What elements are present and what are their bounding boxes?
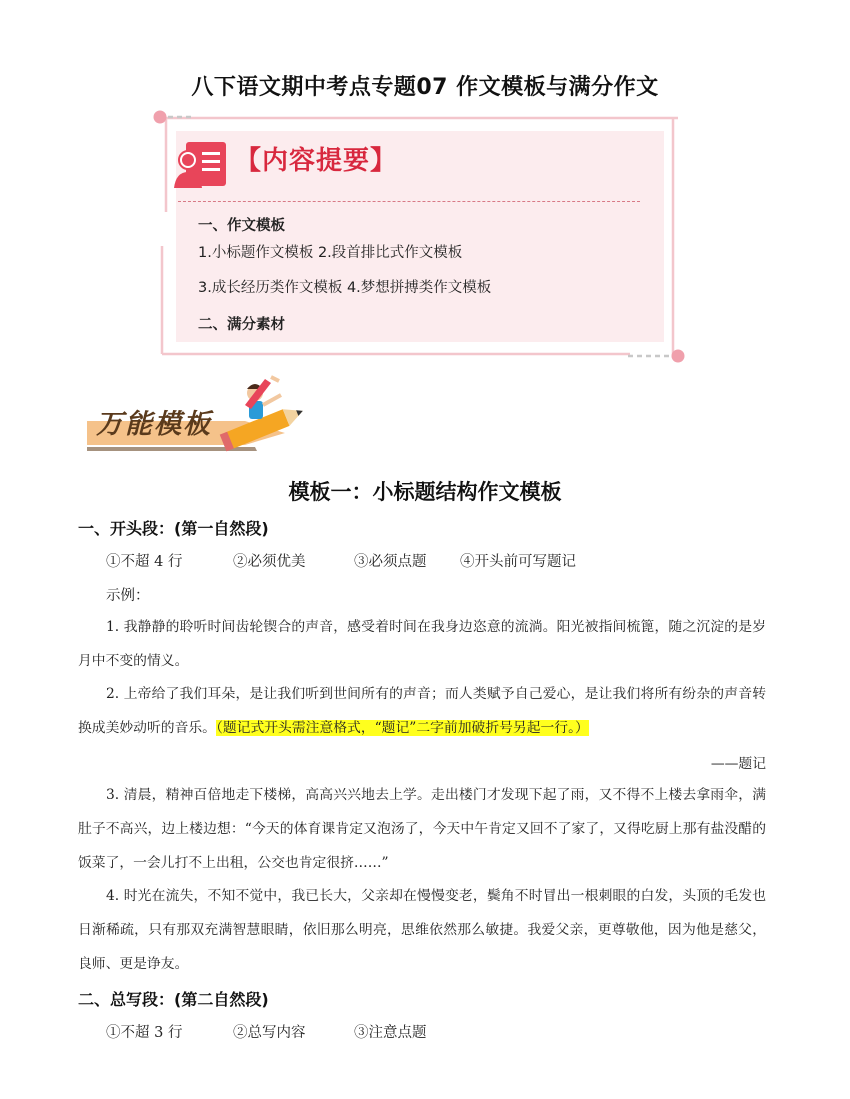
signature: ——题记	[710, 756, 766, 772]
tips-row	[106, 1021, 427, 1042]
summary-divider	[178, 201, 640, 202]
document-icon	[172, 140, 228, 190]
summary-line: 1.小标题作文模板 2.段首排比式作文模板	[198, 245, 463, 261]
example-1: 1. 我静静的聆听时间齿轮锲合的声音，感受着时间在我身边恣意的流淌。阳光被指间梳篦，随之沉淀的是岁月中不变的情义。	[78, 619, 766, 669]
example-4: 4. 时光在流失，不知不觉中，我已长大，父亲却在慢慢变老，鬓角不时冒出一根刺眼的白发，头顶的毛发也日渐稀疏，只有那双充满智慧眼睛，依旧那么明亮，思维依然那么敏捷。我爱父亲，更尊敬他，因为他是慈父，良师、更是诤友。	[78, 888, 766, 972]
summary-heading: 【内容提要】	[235, 146, 398, 176]
example-paragraph	[78, 610, 766, 678]
tip-item: ①不超 3 行	[106, 1025, 183, 1041]
section-heading: 一、开头段：(第一自然段)	[78, 519, 269, 538]
tips-row	[106, 550, 576, 571]
example-paragraph	[78, 879, 766, 981]
template-title: 模板一：小标题结构作文模板	[288, 480, 562, 504]
example-2: 2. 上帝给了我们耳朵，是让我们听到世间所有的声音；而人类赋予自己爱心，是让我们将所有纷杂的声音转换成美妙动听的音乐。	[78, 686, 766, 736]
summary-line: 一、作文模板	[198, 218, 285, 234]
tip-item: ④开头前可写题记	[460, 554, 576, 570]
tip-item: ①不超 4 行	[106, 554, 183, 570]
banner-label: 万能模板	[96, 409, 212, 440]
tip-item: ③注意点题	[354, 1025, 427, 1041]
page-title: 八下语文期中考点专题07 作文模板与满分作文	[191, 75, 659, 100]
example-3: 3. 清晨，精神百倍地走下楼梯，高高兴兴地去上学。走出楼门才发现下起了雨，又不得不上楼去拿雨伞，满肚子不高兴，边上楼边想：“今天的体育课肯定又泡汤了，今天中午肯定又回不了家了，又得吃厨上那有盐没醋的饭菜了，一会儿打不上出租，公交也肯定很挤……”	[78, 787, 766, 871]
dash-decoration-bottom	[628, 348, 686, 364]
example-paragraph	[78, 778, 766, 880]
tip-item: ②必须优美	[233, 554, 306, 570]
example-paragraph	[78, 677, 766, 745]
dash-decoration-top	[152, 109, 192, 125]
example-label: 示例：	[106, 588, 150, 604]
tip-item: ②总写内容	[233, 1025, 306, 1041]
section-heading: 二、总写段：(第二自然段)	[78, 990, 269, 1009]
highlight-note: （题记式开头需注意格式，“题记”二字前加破折号另起一行。）	[215, 720, 589, 736]
summary-line: 3.成长经历类作文模板 4.梦想拼搏类作文模板	[198, 280, 492, 296]
summary-line: 二、满分素材	[198, 317, 285, 333]
tip-item: ③必须点题	[354, 554, 427, 570]
